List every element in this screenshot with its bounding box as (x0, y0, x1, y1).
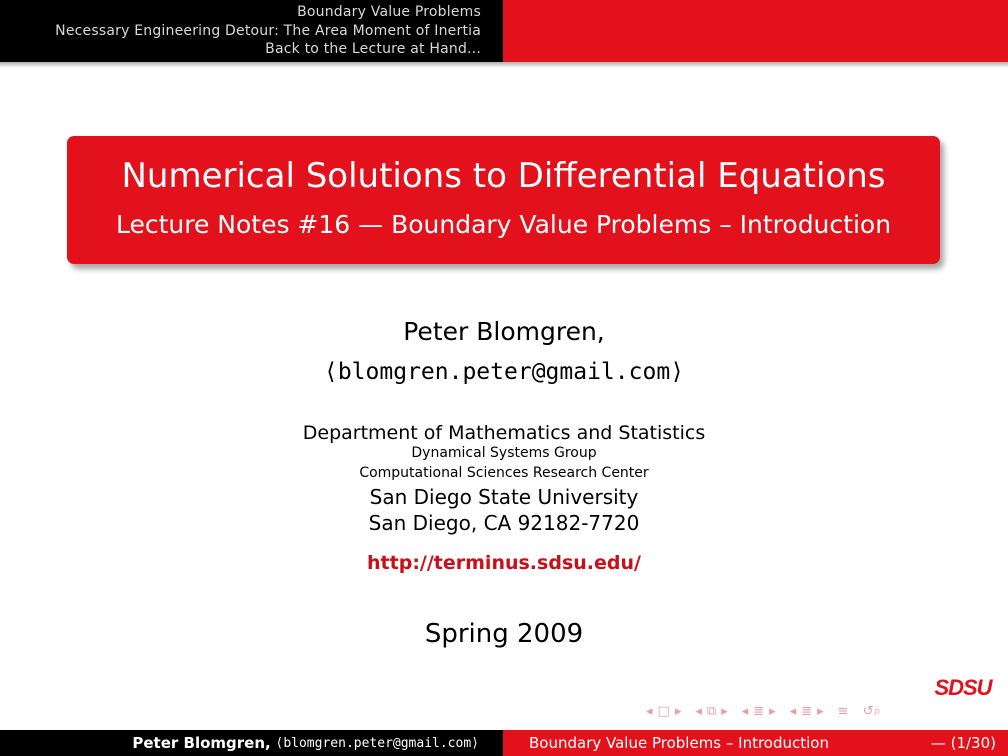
footer-title-section (503, 730, 1008, 756)
nav-doc-prev-icon[interactable]: ◂ (789, 704, 797, 719)
title-block (67, 136, 940, 264)
nav-doc-next-icon[interactable]: ▸ (817, 704, 824, 719)
footer-title: Boundary Value Problems – Introduction (529, 734, 829, 752)
nav-section-boundary-value-problems[interactable]: Boundary Value Problems (297, 4, 481, 21)
presentation-date: Spring 2009 (424, 619, 584, 649)
nav-align-icon[interactable]: ≡ (837, 704, 849, 719)
nav-section-icon[interactable]: ≣ (753, 704, 765, 719)
nav-subsection-icon[interactable]: ⧉ (706, 704, 717, 719)
nav-section-area-moment-of-inertia[interactable]: Necessary Engineering Detour: The Area Moment of Inertia (55, 22, 481, 39)
nav-subsection-prev-icon[interactable]: ◂ (695, 704, 702, 719)
svg-text:SDSU: SDSU (934, 676, 992, 698)
page-number: — (1/30) (930, 734, 996, 752)
department: Department of Mathematics and Statistics (302, 422, 706, 444)
footer-author: Peter Blomgren, (132, 734, 271, 752)
nav-subsection-next-icon[interactable]: ▸ (721, 704, 728, 719)
author-email: ⟨blomgren.peter@gmail.com⟩ (323, 359, 685, 385)
nav-section-next-icon[interactable]: ▸ (769, 704, 776, 719)
nav-section-prev-icon[interactable]: ◂ (741, 704, 749, 719)
footer-author-section (0, 730, 503, 756)
slide-title: Numerical Solutions to Differential Equations (121, 156, 886, 196)
navigation-symbols (646, 703, 886, 721)
nav-doc-icon[interactable]: ≣ (801, 704, 813, 719)
research-group: Dynamical Systems Group (411, 445, 597, 461)
research-center: Computational Sciences Research Center (359, 465, 649, 481)
header-red-band (503, 0, 1008, 62)
university: San Diego State University (369, 485, 639, 509)
header-bar (0, 0, 1008, 62)
sdsu-logo (926, 676, 1000, 698)
website-link[interactable]: http://terminus.sdsu.edu/ (367, 552, 641, 574)
footer-bar (0, 730, 1008, 756)
nav-search-icon[interactable]: ↺⌕ (862, 704, 881, 719)
nav-section-back-to-lecture[interactable]: Back to the Lecture at Hand... (265, 41, 481, 58)
slide-subtitle: Lecture Notes #16 — Boundary Value Problems – Introduction (115, 210, 892, 239)
author-name: Peter Blomgren, (403, 317, 605, 346)
nav-frame-icon[interactable]: □ (657, 704, 670, 719)
footer-email: ⟨blomgren.peter@gmail.com⟩ (275, 735, 479, 751)
header-shadow (0, 62, 1008, 68)
nav-frame-prev-icon[interactable]: ◂ (646, 704, 653, 719)
nav-frame-next-icon[interactable]: ▸ (674, 704, 682, 719)
city-address: San Diego, CA 92182-7720 (368, 511, 640, 535)
section-navigation (0, 0, 503, 62)
